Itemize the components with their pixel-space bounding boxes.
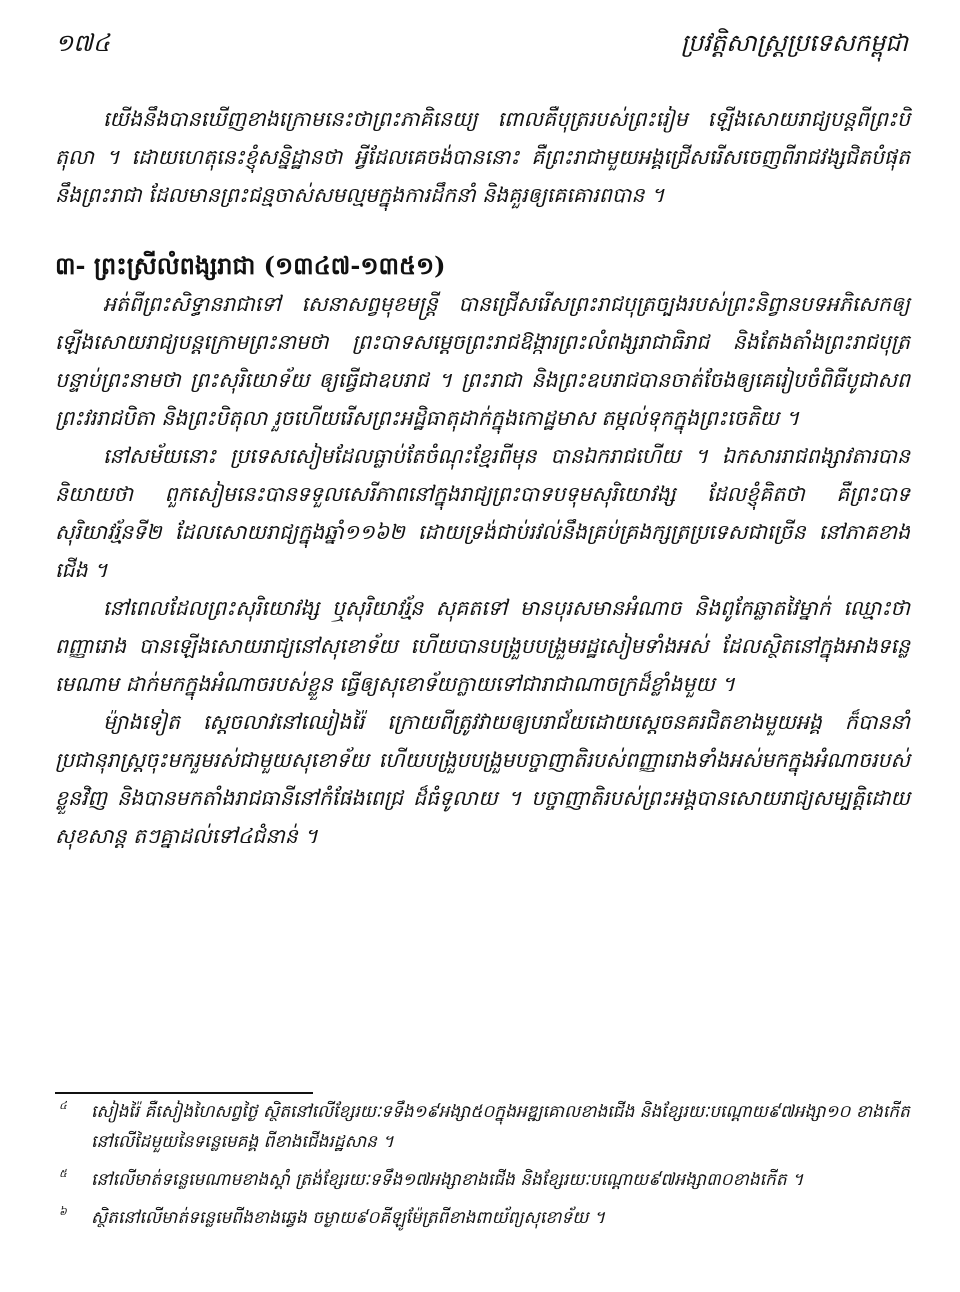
page-body xyxy=(55,100,910,855)
section-heading: ៣- ព្រះស្រីលំពង្សរាជា (១៣៤៧-១៣៥១) xyxy=(55,251,446,280)
footnote-2 xyxy=(55,1165,910,1195)
running-title: ប្រវត្តិសាស្ត្រប្រទេសកម្ពុជា xyxy=(680,29,908,57)
footnote-1 xyxy=(55,1097,910,1157)
section-paragraph-1: អត់ពីព្រះសិទ្ធានរាជាទៅ សេនាសព្វមុខមន្ត្រី បានជ្រើសរើសព្រះរាជបុត្រច្បងរបស់ព្រះនិព្វានបទអភិសេកឲ្យឡើងសោយរាជ្យបន្តក្រោមព្រះនាមថា ព្រះបាទសម្តេចព្រះរាជឱង្ការព្រះលំពង្សរាជាធិរាជ និងតែងតាំងព្រះរាជបុត្របន្ទាប់ព្រះនាមថា ព្រះសុរិយោទ័យ ឲ្យធ្វើជាឧបរាជ ។ ព្រះរាជា និងព្រះឧបរាជបានចាត់ចែងឲ្យគេរៀបចំពិធីបូជាសពព្រះវររាជបិតា និងព្រះបិតុលា រួចហើយរើសព្រះអដ្ឋិធាតុដាក់ក្នុងកោដ្ឋមាស តម្កល់ទុកក្នុងព្រះចេតិយ ។ xyxy=(55,292,910,430)
page-header xyxy=(55,28,908,68)
footnote-2-text: នៅលើមាត់ទន្លេមេណាមខាងស្តាំ ត្រង់ខ្សែរយៈទទឹង១៧អង្សាខាងជើង និងខ្សែរយៈបណ្តោយ៩៧អង្សា៣០ខាងកើត ។ xyxy=(91,1170,804,1190)
footnote-divider xyxy=(55,1092,313,1094)
page-number: ១៧៤ xyxy=(55,29,110,57)
section-paragraph-3: នៅពេលដែលព្រះសុរិយោវង្ស ឬសុរិយាវរ្ម័ន សុគតទៅ មានបុរសមានអំណាច និងពូកែឆ្លាតវៃម្នាក់ ឈ្មោះថា ពញ្ញារោង បានឡើងសោយរាជ្យនៅសុខោទ័យ ហើយបានបង្រួបបង្រួមរដ្ឋសៀមទាំងអស់ ដែលស្ថិតនៅក្នុងអាងទន្លេមេណាម ដាក់មកក្នុងអំណាចរបស់ខ្លួន ធ្វើឲ្យសុខោទ័យក្លាយទៅជារាជាណាចក្រដ៏ខ្លាំងមួយ ។ xyxy=(55,596,910,696)
footnote-3-text: ស្ថិតនៅលើមាត់ទន្លេមេពីងខាងឆ្វេង ចម្ងាយ៩០គីឡូម៉ែត្រពីខាងពាយ័ព្យសុខោទ័យ ។ xyxy=(91,1208,606,1228)
section-paragraph-4: ម៉្យាងទៀត ស្តេចលាវនៅឈៀងរ៉ៃ ក្រោយពីត្រូវវាយឲ្យបរាជ័យដោយស្តេចនគរជិតខាងមួយអង្គ ក៏បាននាំប្រជានុរាស្ត្រចុះមករួមរស់ជាមួយសុខោទ័យ ហើយបង្រួបបង្រួមបច្ចាញាតិរបស់ពញ្ញារោងទាំងអស់មកក្នុងអំណាចរបស់ខ្លួនវិញ និងបានមកតាំងរាជធានីនៅកំផែងពេជ្រ ដ៏ធំទូលាយ ។ បច្ចាញាតិរបស់ព្រះអង្គបានសោយរាជ្យសម្បត្តិដោយសុខសាន្ត តៗគ្នាដល់ទៅ៤ជំនាន់ ។ xyxy=(55,710,910,848)
footnote-2-mark: ៥ xyxy=(59,1167,67,1180)
section-paragraph-2: នៅសម័យនោះ ប្រទេសសៀមដែលធ្លាប់តែចំណុះខ្មែរពីមុន បានឯករាជហើយ ។ ឯកសាររាជពង្សាវតារបាននិយាយថា ពួកសៀមនេះបានទទួលសេរីភាពនៅក្នុងរាជ្យព្រះបាទបទុមសុរិយោវង្ស ដែលខ្ញុំគិតថា គឺព្រះបាទសុរិយាវរ្ម័នទី២ ដែលសោយរាជ្យក្នុងឆ្នាំ១១៦២ ដោយទ្រង់ជាប់រវល់នឹងគ្រប់គ្រងក្សត្រប្រទេសជាច្រើន នៅភាគខាងជើង ។ xyxy=(55,444,910,582)
footnote-3-mark: ៦ xyxy=(59,1205,67,1218)
intro-paragraph: យើងនឹងបានឃើញខាងក្រោមនេះថាព្រះភាគិនេយ្យ ពោលគឺបុត្ររបស់ព្រះរៀម ឡើងសោយរាជ្យបន្តពីព្រះបិតុលា ។ ដោយហេតុនេះខ្ញុំសន្និដ្ឋានថា អ្វីដែលគេចង់បាននោះ គឺព្រះរាជាមួយអង្គជ្រើសរើសចេញពីរាជវង្សជិតបំផុតនឹងព្រះរាជា ដែលមានព្រះជន្មចាស់សមល្មមក្នុងការដឹកនាំ និងគួរឲ្យគេគោរពបាន ។ xyxy=(55,107,910,207)
footnote-1-text: សៀងរ៉ៃ គឺសៀងហៃសព្វថ្ងៃ ស្ថិតនៅលើខ្សែរយៈទទឹង១៩អង្សា៥០ក្នុងអឌ្ឍគោលខាងជើង និងខ្សែរយៈបណ្តោយ៩៧អង្សា១០ ខាងកើត នៅលើដៃមួយនៃទន្លេមេគង្គ ពីខាងជើងរដ្ឋសាន ។ xyxy=(91,1102,910,1152)
footnotes xyxy=(55,1097,910,1241)
footnote-3 xyxy=(55,1203,910,1233)
footnote-1-mark: ៤ xyxy=(59,1099,67,1112)
